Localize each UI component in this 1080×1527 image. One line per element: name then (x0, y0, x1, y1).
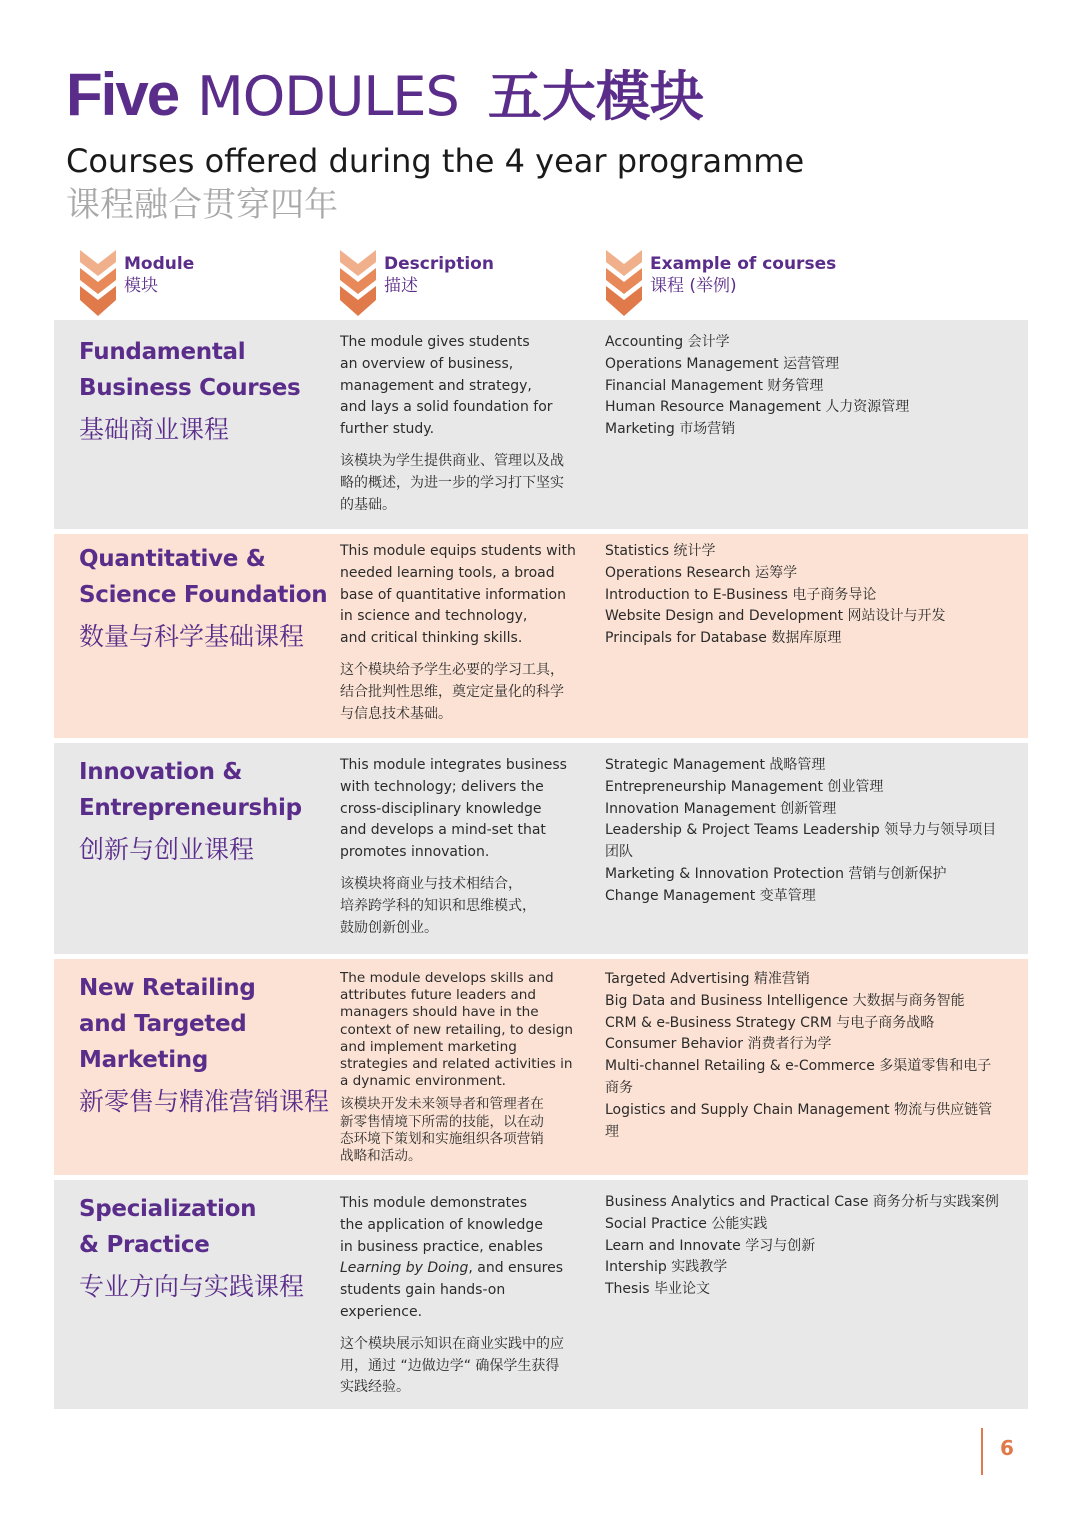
course-item: Business Analytics and Practical Case 商务分析与实践案例 (605, 1194, 999, 1210)
module-name-cn: 基础商业课程 (79, 415, 230, 444)
course-item: Marketing & Innovation Protection 营销与创新保护 (605, 865, 947, 882)
column-header-label: Module (124, 254, 195, 274)
page-subtitle: Courses offered during the 4 year programme (66, 142, 805, 180)
description-cn-line: 该模块将商业与技术相结合， (340, 875, 522, 892)
description-line: cross-disciplinary knowledge (340, 800, 542, 817)
description-line: base of quantitative information (340, 586, 566, 603)
description-line: This module equips students with (340, 543, 576, 559)
description-line: and lays a solid foundation for (340, 399, 553, 416)
module-name-line: Fundamental (79, 339, 246, 365)
description-line: attributes future leaders and (340, 987, 537, 1004)
description-italic: Learning by Doing (340, 1260, 469, 1277)
description-line: experience. (340, 1303, 423, 1320)
description-line: and critical thinking skills. (340, 630, 523, 647)
module-name-line: Specialization (79, 1196, 257, 1222)
title-thin: MODULES (197, 65, 459, 128)
chevron-down-icon (340, 250, 376, 316)
module-name-line: Science Foundation (79, 582, 328, 608)
description-line-tail: , and ensures (468, 1260, 564, 1277)
module-name-line: and Targeted (79, 1011, 247, 1037)
module-name-line: Quantitative & (79, 546, 266, 572)
description-line: The module develops skills and (340, 970, 554, 986)
course-item: Consumer Behavior 消费者行为学 (605, 1036, 832, 1053)
description-cn-line: 结合批判性思维，奠定定量化的科学 (340, 683, 564, 700)
module-row-retailing (54, 959, 1028, 1175)
course-item: Website Design and Development 网站设计与开发 (605, 608, 946, 625)
page-subtitle-cn: 课程融合贯穿四年 (66, 185, 338, 225)
description-line: context of new retailing, to design (340, 1021, 573, 1038)
description-line: This module integrates business (340, 757, 567, 773)
module-description (340, 541, 584, 725)
column-header-label: Example of courses (650, 254, 837, 274)
description-line: This module demonstrates (340, 1195, 528, 1211)
module-name-cn: 专业方向与实践课程 (79, 1272, 305, 1301)
page-title (66, 58, 704, 132)
description-cn (340, 451, 584, 516)
description-cn-line: 鼓励创新创业。 (340, 919, 438, 936)
description-line: with technology; delivers the (340, 778, 544, 795)
module-name (79, 754, 329, 868)
course-item: 团队 (605, 844, 633, 861)
course-item: Operations Management 运营管理 (605, 355, 840, 372)
description-line (340, 1258, 584, 1280)
module-name-line: Business Courses (79, 375, 301, 401)
course-item: Introduction to E-Business 电子商务导论 (605, 586, 877, 603)
course-list (605, 755, 1005, 908)
title-bold: Five (66, 61, 179, 128)
description-line: managers should have in the (340, 1004, 539, 1021)
description-line: and implement marketing (340, 1038, 517, 1055)
description-line: and develops a mind-set that (340, 822, 546, 839)
description-line: strategies and related activities in (340, 1056, 573, 1073)
course-item: 商务 (605, 1079, 633, 1096)
module-description (340, 1193, 584, 1399)
module-row-specialization (54, 1180, 1028, 1409)
description-cn-line: 用，通过 “边做边学“ 确保学生获得 (340, 1357, 560, 1374)
course-item: Entrepreneurship Management 创业管理 (605, 778, 884, 795)
course-item: CRM & e-Business Strategy CRM 与电子商务战略 (605, 1014, 935, 1031)
page-number: 6 (1000, 1436, 1014, 1460)
course-item: Financial Management 财务管理 (605, 377, 824, 394)
description-line: an overview of business, (340, 355, 514, 372)
title-cn: 五大模块 (487, 65, 704, 128)
course-item: Targeted Advertising 精准营销 (605, 971, 810, 987)
module-name-line: Entrepreneurship (79, 795, 302, 821)
description-line: further study. (340, 421, 435, 438)
course-item: Intership 实践教学 (605, 1259, 728, 1276)
description-cn-line: 这个模块展示知识在商业实践中的应 (340, 1335, 564, 1352)
course-item: Accounting 会计学 (605, 334, 730, 350)
description-cn-line: 实践经验。 (340, 1379, 410, 1396)
course-item: Strategic Management 战略管理 (605, 757, 826, 773)
course-item: Principals for Database 数据库原理 (605, 630, 842, 647)
course-item: Big Data and Business Intelligence 大数据与商务智能 (605, 992, 965, 1009)
description-cn (340, 660, 584, 725)
course-list (605, 541, 1005, 650)
description-cn-line: 培养跨学科的知识和思维模式， (340, 897, 536, 914)
description-line: in science and technology, (340, 608, 528, 625)
course-list (605, 1192, 1005, 1301)
module-name-line: New Retailing (79, 975, 256, 1001)
page-number-divider (981, 1428, 983, 1475)
description-line: students gain hands-on (340, 1282, 506, 1299)
module-row-quantitative (54, 534, 1028, 738)
course-item: Operations Research 运筹学 (605, 564, 798, 581)
module-description (340, 970, 584, 1165)
course-item: Logistics and Supply Chain Management 物流与供应链管理 (605, 1101, 993, 1140)
module-description (340, 755, 584, 939)
description-cn (340, 1096, 584, 1165)
description-cn-line: 的基础。 (340, 496, 396, 513)
description-cn (340, 874, 584, 939)
chevron-down-icon (606, 250, 642, 316)
module-name (79, 1191, 329, 1305)
description-line: the application of knowledge (340, 1216, 543, 1233)
module-name-line: Marketing (79, 1047, 209, 1073)
description-cn-line: 态环境下策划和实施组织各项营销 (340, 1130, 544, 1147)
module-name (79, 970, 329, 1120)
description-cn-line: 略的概述，为进一步的学习打下坚实 (340, 474, 564, 491)
column-header-label-cn: 模块 (124, 276, 158, 296)
course-list (605, 332, 1005, 441)
description-cn-line: 与信息技术基础。 (340, 705, 452, 722)
course-item: Marketing 市场营销 (605, 421, 736, 438)
description-line: management and strategy, (340, 377, 532, 394)
course-item: Thesis 毕业论文 (605, 1281, 710, 1298)
course-item: Social Practice 公能实践 (605, 1215, 768, 1232)
course-item: Leadership & Project Teams Leadership 领导力与领导项目 (605, 822, 997, 839)
course-item: Learn and Innovate 学习与创新 (605, 1237, 816, 1254)
description-cn-line: 该模块开发未来领导者和管理者在 (340, 1096, 544, 1113)
description-cn-line: 新零售情境下所需的技能，以在动 (340, 1113, 544, 1130)
module-row-fundamental (54, 320, 1028, 529)
module-name-cn: 新零售与精准营销课程 (79, 1087, 330, 1116)
module-name-line: Innovation & (79, 759, 243, 785)
chevron-down-icon (80, 250, 116, 316)
course-item: Innovation Management 创新管理 (605, 800, 837, 817)
course-list (605, 969, 1005, 1143)
column-header-label: Description (384, 254, 494, 274)
course-item: Human Resource Management 人力资源管理 (605, 399, 910, 416)
description-line: The module gives students (340, 334, 530, 350)
column-header-label-cn: 课程 (举例) (650, 276, 737, 296)
module-name-cn: 数量与科学基础课程 (79, 622, 305, 651)
description-line: needed learning tools, a broad (340, 564, 555, 581)
module-description (340, 332, 584, 516)
module-row-innovation (54, 743, 1028, 954)
module-name-line: & Practice (79, 1232, 210, 1258)
description-cn-line: 该模块为学生提供商业、管理以及战 (340, 452, 564, 469)
description-line: a dynamic environment. (340, 1073, 506, 1090)
column-header-label-cn: 描述 (384, 276, 418, 296)
course-item: Change Management 变革管理 (605, 887, 816, 904)
description-line: in business practice, enables (340, 1238, 543, 1255)
description-cn-line: 这个模块给予学生必要的学习工具， (340, 661, 564, 678)
description-line: promotes innovation. (340, 844, 490, 861)
course-item: Statistics 统计学 (605, 543, 716, 559)
description-cn-line: 战略和活动。 (340, 1148, 422, 1165)
course-item: Multi-channel Retailing & e-Commerce 多渠道零售和电子 (605, 1058, 992, 1075)
module-name-cn: 创新与创业课程 (79, 835, 255, 864)
module-name (79, 541, 329, 655)
module-name (79, 334, 329, 448)
description-cn (340, 1334, 584, 1399)
